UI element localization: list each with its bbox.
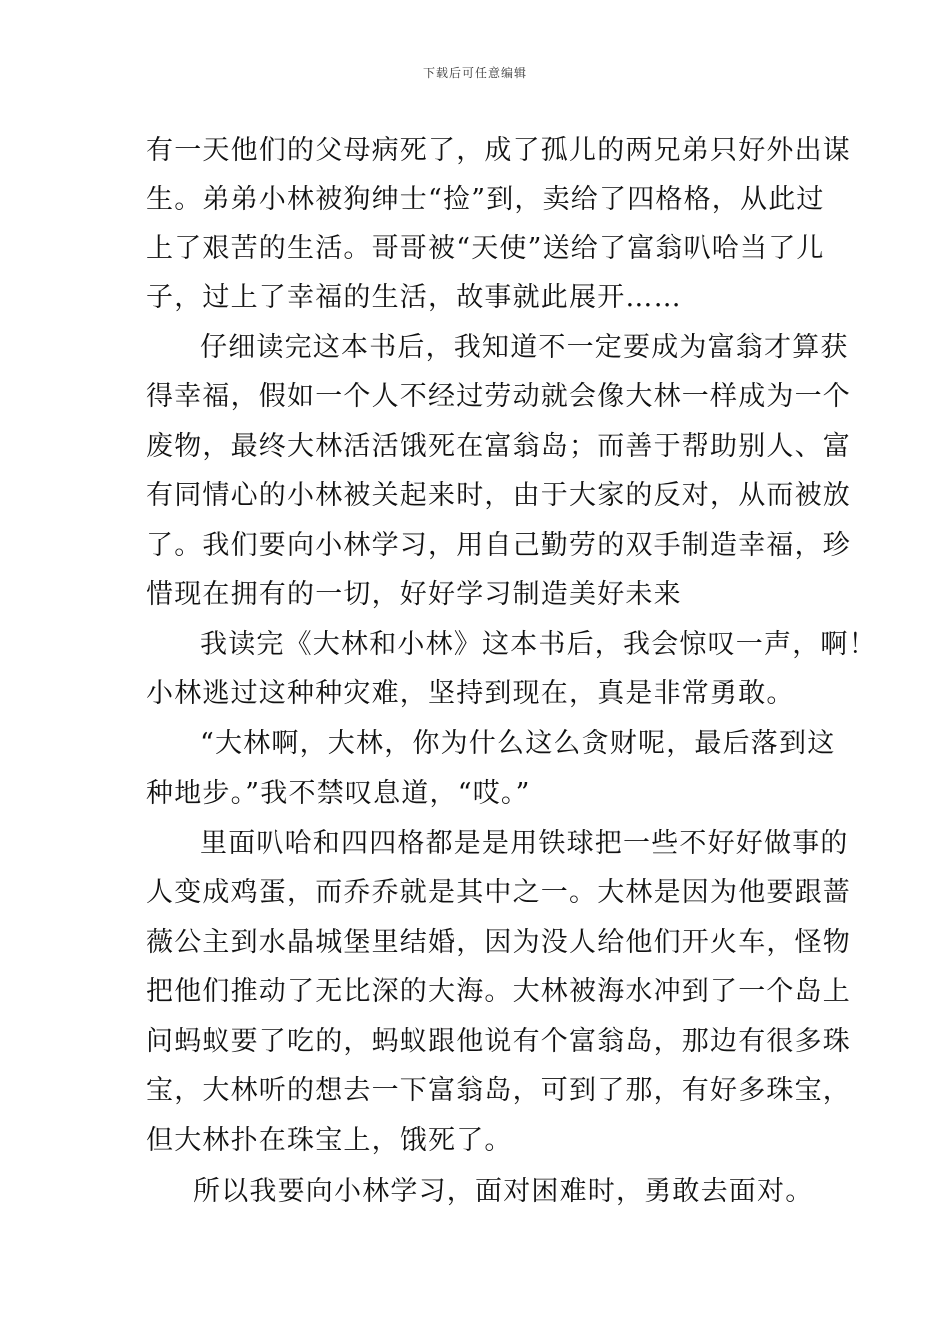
text-line: 里面叭哈和四四格都是是用铁球把一些不好好做事的 (200, 828, 849, 859)
text-line: 种地步。”我不禁叹息道，“哎。” (146, 778, 531, 809)
text-line: 宝，大林听的想去一下富翁岛，可到了那，有好多珠宝， (146, 1075, 851, 1106)
text-line: 小林逃过这种种灾难，坚持到现在，真是非常勇敢。 (146, 678, 795, 709)
text-line: 得幸福，假如一个人不经过劳动就会像大林一样成为一个 (146, 381, 851, 412)
text-line: 但大林扑在珠宝上，饿死了。 (146, 1125, 513, 1156)
text-line: 有同情心的小林被关起来时，由于大家的反对，从而被放 (146, 480, 851, 511)
text-line: 子，过上了幸福的生活，故事就此展开…… (146, 282, 682, 313)
text-line: 有一天他们的父母病死了，成了孤儿的两兄弟只好外出谋 (146, 135, 851, 166)
text-line: 所以我要向小林学习，面对困难时，勇敢去面对。 (193, 1176, 814, 1207)
text-line: 废物，最终大林活活饿死在富翁岛；而善于帮助别人、富 (146, 431, 851, 462)
page-header: 下载后可任意编辑 (422, 66, 527, 80)
text-line: 人变成鸡蛋，而乔乔就是其中之一。大林是因为他要跟蔷 (146, 877, 851, 908)
text-line: 问蚂蚁要了吃的，蚂蚁跟他说有个富翁岛，那边有很多珠 (146, 1026, 851, 1057)
text-line: 仔细读完这本书后，我知道不一定要成为富翁才算获 (200, 332, 849, 363)
text-line: 上了艰苦的生活。哥哥被“天使”送给了富翁叭哈当了儿 (146, 233, 825, 264)
text-line: “大林啊，大林，你为什么这么贪财呢，最后落到这 (200, 728, 836, 759)
text-line: 生。弟弟小林被狗绅士“捡”到，卖给了四格格，从此过 (146, 184, 825, 215)
text-line: 薇公主到水晶城堡里结婚，因为没人给他们开火车，怪物 (146, 927, 851, 958)
text-line: 把他们推动了无比深的大海。大林被海水冲到了一个岛上 (146, 976, 851, 1007)
text-line: 惜现在拥有的一切，好好学习制造美好未来 (146, 579, 682, 610)
text-line: 我读完《大林和小林》这本书后，我会惊叹一声，啊！ (200, 629, 877, 660)
text-line: 了。我们要向小林学习，用自己勤劳的双手制造幸福，珍 (146, 530, 851, 561)
